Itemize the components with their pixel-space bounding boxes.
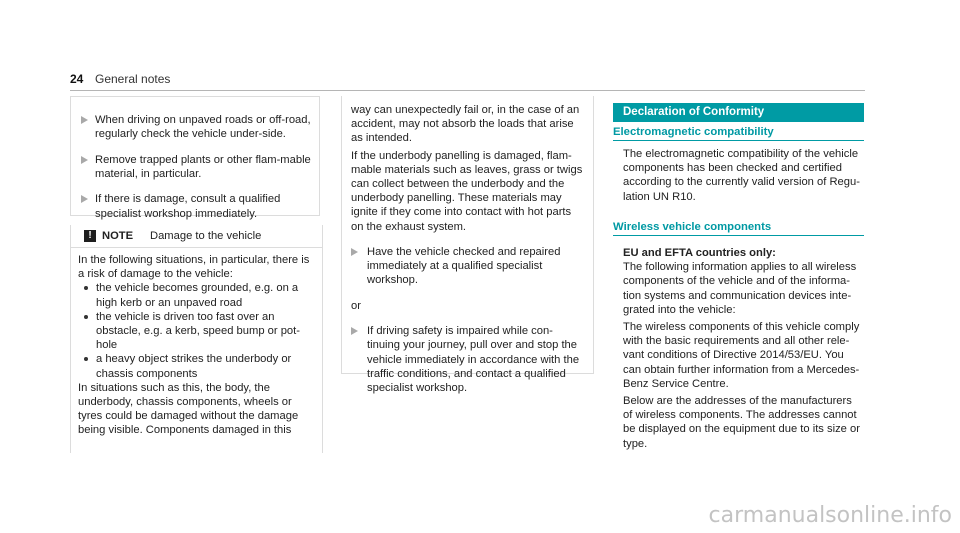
conformity-heading: Declaration of Conformity [613,103,864,122]
arrow-icon [81,195,88,203]
emc-section [623,147,864,204]
bullet-icon [84,357,88,361]
step-item [341,245,593,288]
step-item [341,324,593,395]
note-body [78,253,318,438]
bullet-icon [84,315,88,319]
driving-steps-box [70,96,320,220]
eu-label: EU and EFTA countries only: [623,247,776,259]
page-header [70,70,865,91]
bullet-icon [84,286,88,290]
bullet-text: the vehicle is driven too fast over an obstacle, e.g. a kerb, speed bump or pot-hole [96,310,300,352]
damage-note [70,225,322,453]
continuation-paragraph: way can unexpectedly fail or, in the case of an accident, may not absorb the loads that arise as intended. [351,104,580,145]
note-outro: In situations such as this, the body, the underbody, chassis components, wheels or tyres could be damaged without the damage being visible. Components damaged in this [78,381,299,437]
emc-text: The electromagnetic compatibility of the vehicle components has been checked and certified according to the currently valid version of Regu-lation UN R10. [623,148,860,203]
eu-text-3: Below are the addresses of the manufacturers of wireless components. The addresses cannot be displayed on the equipment due to its size or type. [623,395,860,450]
step-text: If there is damage, consult a qualified specialist workshop immediately. [95,193,281,220]
list-item [78,281,318,309]
note-intro: In the following situations, in particular, there is a risk of damage to the vehicle: [78,254,310,281]
eu-text-2: The wireless components of this vehicle comply with the basic requirements and all other rele-vant conditions of Directive 2014/53/EU. You can obtain further information from a Mercedes-Benz Service Centre. [623,321,860,390]
bullet-text: a heavy object strikes the underbody or chassis components [96,353,292,380]
wireless-subheading: Wireless vehicle components [613,221,864,236]
list-item [78,310,318,353]
note-header [70,225,322,248]
note-continuation [341,96,593,406]
note-label: NOTE [102,230,134,242]
warning-icon: ! [84,230,96,242]
underbody-paragraph: If the underbody panelling is damaged, flam-mable materials such as leaves, grass or twigs can collect between the underbody and the underbody panelling. These materials may ignite if they come into contact with hot parts on the exhaust system. [351,149,583,233]
note-divider [70,225,71,453]
arrow-icon [81,116,88,124]
section-title: General notes [95,72,171,86]
step-text: Have the vehicle checked and repaired immediately at a qualified specialist workshop. [367,246,561,287]
eu-text-1: The following information applies to all wireless components of the vehicle and of the informa-tion systems and communication devices inte-grated into the vehicle: [623,261,857,316]
or-label: or [351,299,361,312]
bullet-text: the vehicle becomes grounded, e.g. on a high kerb or an unpaved road [96,282,299,309]
step-text: Remove trapped plants or other flam-mable material, in particular. [95,153,311,180]
arrow-icon [351,327,358,335]
page-number: 24 [70,72,84,86]
note-title: Damage to the vehicle [150,230,262,242]
step-item [71,192,319,220]
list-item [78,352,318,380]
column-divider [322,225,323,453]
emc-subheading: Electromagnetic compatibility [613,126,864,141]
step-text: When driving on unpaved roads or off-road, regularly check the vehicle under-side. [95,114,311,141]
watermark: carmanualsonline.info [708,503,952,528]
arrow-icon [351,248,358,256]
step-item [71,113,319,141]
wireless-section [623,246,864,451]
arrow-icon [81,156,88,164]
step-text: If driving safety is impaired while con-tinuing your journey, pull over and stop the vehicle immediately in accordance with the traffic conditions, and contact a qualified specialist workshop. [367,325,580,395]
step-item [71,153,319,181]
